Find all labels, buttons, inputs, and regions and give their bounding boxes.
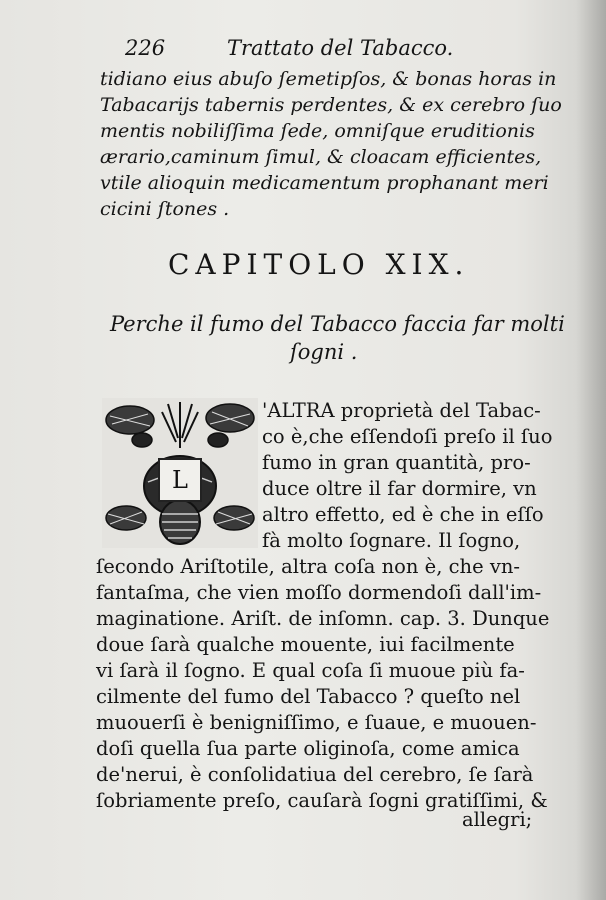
body-line: co è,che eſſendoſi preſo il ſuo bbox=[262, 425, 553, 448]
body-line: doſi quella ſua parte oliginoſa, come amica bbox=[96, 737, 520, 760]
page-header bbox=[125, 36, 565, 66]
latin-line: mentis nobiliſſima ſede, omniſque eruditionis bbox=[100, 120, 535, 142]
body-line: fantaſma, che vien moſſo dormendoſi dall'im- bbox=[96, 581, 542, 604]
body-line: duce oltre il far dormire, vn bbox=[262, 477, 537, 500]
body-line: fà molto ſognare. Il ſogno, bbox=[262, 529, 521, 552]
decorated-initial bbox=[102, 398, 258, 548]
body-line: fumo in gran quantità, pro- bbox=[262, 451, 531, 474]
latin-line: vtile alioquin medicamentum prophanant meri bbox=[100, 172, 549, 194]
body-line: altro effetto, ed è che in eſſo bbox=[262, 503, 544, 526]
body-line: ſecondo Ariſtotile, altra coſa non è, che vn- bbox=[96, 555, 521, 578]
page-edge-shadow bbox=[576, 0, 606, 900]
latin-line: ærario,caminum ſimul, & cloacam efficientes, bbox=[100, 146, 542, 168]
body-line: ſobriamente preſo, cauſarà ſogni gratiſſimi, & bbox=[96, 789, 548, 812]
page-number: 226 bbox=[125, 36, 166, 60]
initial-letter: L bbox=[158, 458, 202, 502]
running-title: Trattato del Tabacco. bbox=[227, 36, 454, 60]
latin-line: tidiano eius abuſo ſemetipſos, & bonas horas in bbox=[100, 68, 557, 90]
body-line: muouerſi è benigniſſimo, e ſuaue, e muouen- bbox=[96, 711, 537, 734]
chapter-heading: CAPITOLO XIX. bbox=[168, 248, 470, 281]
body-line: maginatione. Ariſt. de inſomn. cap. 3. Dunque bbox=[96, 607, 550, 630]
latin-line: Tabacarijs tabernis perdentes, & ex cerebro ſuo bbox=[100, 94, 562, 116]
body-line: cilmente del fumo del Tabacco ? queſto nel bbox=[96, 685, 521, 708]
body-line: doue ſarà qualche mouente, iui facilmente bbox=[96, 633, 515, 656]
body-line: vi ſarà il ſogno. E qual coſa ſi muoue più fa- bbox=[96, 659, 525, 682]
body-line: 'ALTRA proprietà del Tabac- bbox=[262, 399, 541, 422]
catchword: allegri; bbox=[462, 808, 533, 831]
latin-line: cicini ſtones . bbox=[100, 198, 230, 220]
subtitle-line: Perche il fumo del Tabacco faccia far molti bbox=[110, 312, 565, 336]
body-line: de'nerui, è conſolidatiua del cerebro, ſe ſarà bbox=[96, 763, 534, 786]
subtitle-line: ſogni . bbox=[290, 340, 358, 364]
